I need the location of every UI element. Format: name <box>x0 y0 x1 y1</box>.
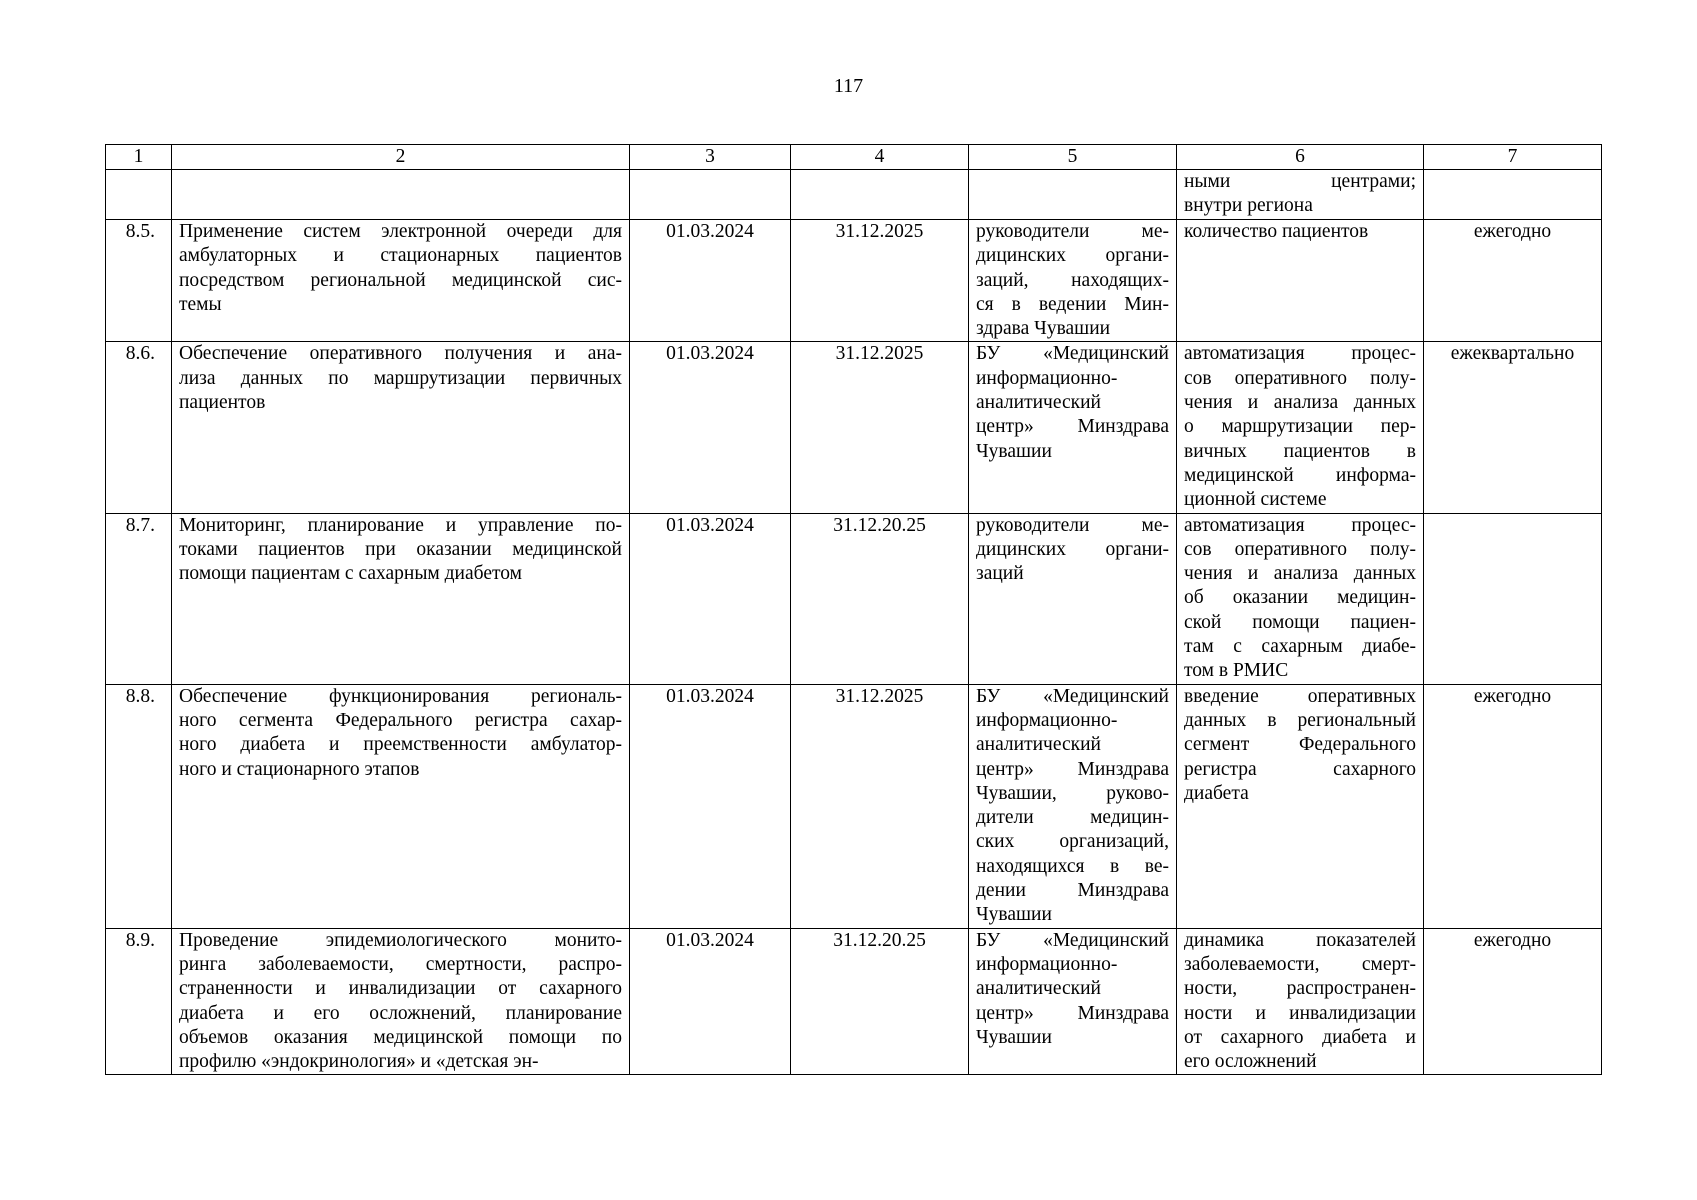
responsible-cell <box>969 170 1177 220</box>
cell-line: динамика показателей <box>1184 929 1416 951</box>
cell-line: Применение систем электронной очереди для <box>179 221 622 242</box>
start-date-cell: 01.03.2024 <box>630 684 791 928</box>
cell-line: дении Минздрава <box>976 880 1169 902</box>
start-date-cell: 01.03.2024 <box>630 928 791 1075</box>
cell-line: диабета <box>1184 782 1249 804</box>
cell-line: находящихся в ве- <box>976 855 1169 877</box>
cell-line: о маршрутизации пер- <box>1184 416 1416 438</box>
cell-line: центр» Минздрава <box>976 758 1169 780</box>
periodicity-cell: ежегодно <box>1424 684 1602 928</box>
periodicity-cell <box>1424 170 1602 220</box>
indicator-cell <box>1177 342 1424 513</box>
cell-line: ционной системе <box>1184 489 1327 511</box>
end-date-cell: 31.12.20.25 <box>791 513 969 684</box>
cell-line: автоматизация процес- <box>1184 343 1416 365</box>
cell-line: сов оперативного полу- <box>1184 367 1416 389</box>
cell-line: чения и анализа данных <box>1184 392 1416 414</box>
cell-line: руководители ме- <box>976 221 1169 242</box>
cell-line: аналитический <box>976 734 1101 756</box>
table-row <box>106 684 1602 928</box>
cell-line: данных в региональный <box>1184 709 1416 731</box>
cell-line: Чувашии <box>976 1026 1052 1048</box>
end-date-cell <box>791 170 969 220</box>
cell-line: аналитический <box>976 978 1101 1000</box>
item-number-cell: 8.6. <box>106 342 172 513</box>
periodicity-cell: ежеквартально <box>1424 342 1602 513</box>
cell-line: заций, находящих- <box>976 269 1169 291</box>
cell-line: здрава Чувашии <box>976 318 1111 340</box>
activity-cell <box>172 342 630 513</box>
table-row <box>106 170 1602 220</box>
table-row <box>106 220 1602 342</box>
cell-line: диабета и его осложнений, планирование <box>179 1002 622 1024</box>
item-number-cell <box>106 170 172 220</box>
cell-line: пациентов <box>179 392 266 414</box>
item-number-cell: 8.8. <box>106 684 172 928</box>
column-header: 6 <box>1177 145 1424 170</box>
end-date-cell: 31.12.2025 <box>791 220 969 342</box>
cell-line: введение оперативных <box>1184 685 1416 707</box>
indicator-cell <box>1177 220 1424 342</box>
indicator-cell <box>1177 170 1424 220</box>
cell-line: токами пациентов при оказании медицинской <box>179 538 622 560</box>
cell-line: вичных пациентов в <box>1184 440 1416 462</box>
cell-line: Обеспечение функционирования региональ- <box>179 685 622 707</box>
cell-line: внутри региона <box>1184 195 1313 217</box>
table-row <box>106 342 1602 513</box>
cell-line: центр» Минздрава <box>976 416 1169 438</box>
cell-line: дицинских органи- <box>976 245 1169 267</box>
cell-line: страненности и инвалидизации от сахарного <box>179 978 622 1000</box>
table-row <box>106 513 1602 684</box>
column-header: 5 <box>969 145 1177 170</box>
activities-table <box>105 144 1602 1075</box>
cell-line: об оказании медицин- <box>1184 587 1416 609</box>
cell-line: БУ «Медицинский <box>976 343 1169 365</box>
cell-line: ными центрами; <box>1184 171 1416 192</box>
responsible-cell <box>969 928 1177 1075</box>
item-number-cell: 8.5. <box>106 220 172 342</box>
end-date-cell: 31.12.20.25 <box>791 928 969 1075</box>
cell-line: автоматизация процес- <box>1184 514 1416 536</box>
cell-line: там с сахарным диабе- <box>1184 636 1416 658</box>
cell-line: количество пациентов <box>1184 221 1369 242</box>
cell-line: сегмент Федерального <box>1184 734 1416 756</box>
cell-line: аналитический <box>976 392 1101 414</box>
periodicity-cell: ежегодно <box>1424 928 1602 1075</box>
cell-line: Проведение эпидемиологического монито- <box>179 929 622 951</box>
column-header: 2 <box>172 145 630 170</box>
responsible-cell <box>969 220 1177 342</box>
cell-line: информационно- <box>976 709 1118 731</box>
activity-cell <box>172 220 630 342</box>
table-header-row <box>106 145 1602 170</box>
cell-line: его осложнений <box>1184 1051 1317 1073</box>
cell-line: сов оперативного полу- <box>1184 538 1416 560</box>
responsible-cell <box>969 342 1177 513</box>
cell-line: ного диабета и преемственности амбулатор- <box>179 734 622 756</box>
cell-line: объемов оказания медицинской помощи по <box>179 1026 622 1048</box>
cell-line: медицинской информа- <box>1184 464 1416 486</box>
cell-line: Чувашии <box>976 904 1052 926</box>
cell-line: Чувашии <box>976 440 1052 462</box>
cell-line: от сахарного диабета и <box>1184 1026 1416 1048</box>
cell-line: дители медицин- <box>976 807 1169 829</box>
cell-line: Чувашии, руково- <box>976 782 1169 804</box>
responsible-cell <box>969 684 1177 928</box>
item-number-cell: 8.7. <box>106 513 172 684</box>
column-header: 3 <box>630 145 791 170</box>
cell-line: ся в ведении Мин- <box>976 293 1169 315</box>
column-header: 1 <box>106 145 172 170</box>
start-date-cell: 01.03.2024 <box>630 513 791 684</box>
start-date-cell: 01.03.2024 <box>630 342 791 513</box>
indicator-cell <box>1177 513 1424 684</box>
cell-line: центр» Минздрава <box>976 1002 1169 1024</box>
cell-line: заций <box>976 563 1024 585</box>
activity-cell <box>172 170 630 220</box>
cell-line: информационно- <box>976 953 1118 975</box>
cell-line: Обеспечение оперативного получения и ана- <box>179 343 622 365</box>
cell-line: ного и стационарного этапов <box>179 758 420 780</box>
end-date-cell: 31.12.2025 <box>791 342 969 513</box>
cell-line: темы <box>179 293 222 315</box>
activity-cell <box>172 928 630 1075</box>
cell-line: заболеваемости, смерт- <box>1184 953 1416 975</box>
cell-line: посредством региональной медицинской сис- <box>179 269 622 291</box>
column-header: 7 <box>1424 145 1602 170</box>
item-number-cell: 8.9. <box>106 928 172 1075</box>
cell-line: профилю «эндокринология» и «детская эн- <box>179 1051 539 1073</box>
start-date-cell: 01.03.2024 <box>630 220 791 342</box>
end-date-cell: 31.12.2025 <box>791 684 969 928</box>
responsible-cell <box>969 513 1177 684</box>
cell-line: том в РМИС <box>1184 660 1289 682</box>
start-date-cell <box>630 170 791 220</box>
cell-line: информационно- <box>976 367 1118 389</box>
cell-line: регистра сахарного <box>1184 758 1416 780</box>
periodicity-cell: ежегодно <box>1424 220 1602 342</box>
page-number: 117 <box>833 75 864 97</box>
cell-line: ности и инвалидизации <box>1184 1002 1416 1024</box>
cell-line: руководители ме- <box>976 514 1169 536</box>
column-header: 4 <box>791 145 969 170</box>
activity-cell <box>172 684 630 928</box>
cell-line: амбулаторных и стационарных пациентов <box>179 245 622 267</box>
cell-line: дицинских органи- <box>976 538 1169 560</box>
cell-line: БУ «Медицинский <box>976 685 1169 707</box>
cell-line: ного сегмента Федерального регистра сахар- <box>179 709 622 731</box>
indicator-cell <box>1177 928 1424 1075</box>
cell-line: ности, распространен- <box>1184 978 1416 1000</box>
cell-line: Мониторинг, планирование и управление по- <box>179 514 622 536</box>
cell-line: лиза данных по маршрутизации первичных <box>179 367 622 389</box>
cell-line: ских организаций, <box>976 831 1169 853</box>
cell-line: БУ «Медицинский <box>976 929 1169 951</box>
periodicity-cell <box>1424 513 1602 684</box>
indicator-cell <box>1177 684 1424 928</box>
cell-line: ринга заболеваемости, смертности, распро- <box>179 953 622 975</box>
activity-cell <box>172 513 630 684</box>
cell-line: чения и анализа данных <box>1184 563 1416 585</box>
cell-line: помощи пациентам с сахарным диабетом <box>179 563 522 585</box>
cell-line: ской помощи пациен- <box>1184 611 1416 633</box>
table-row <box>106 928 1602 1075</box>
